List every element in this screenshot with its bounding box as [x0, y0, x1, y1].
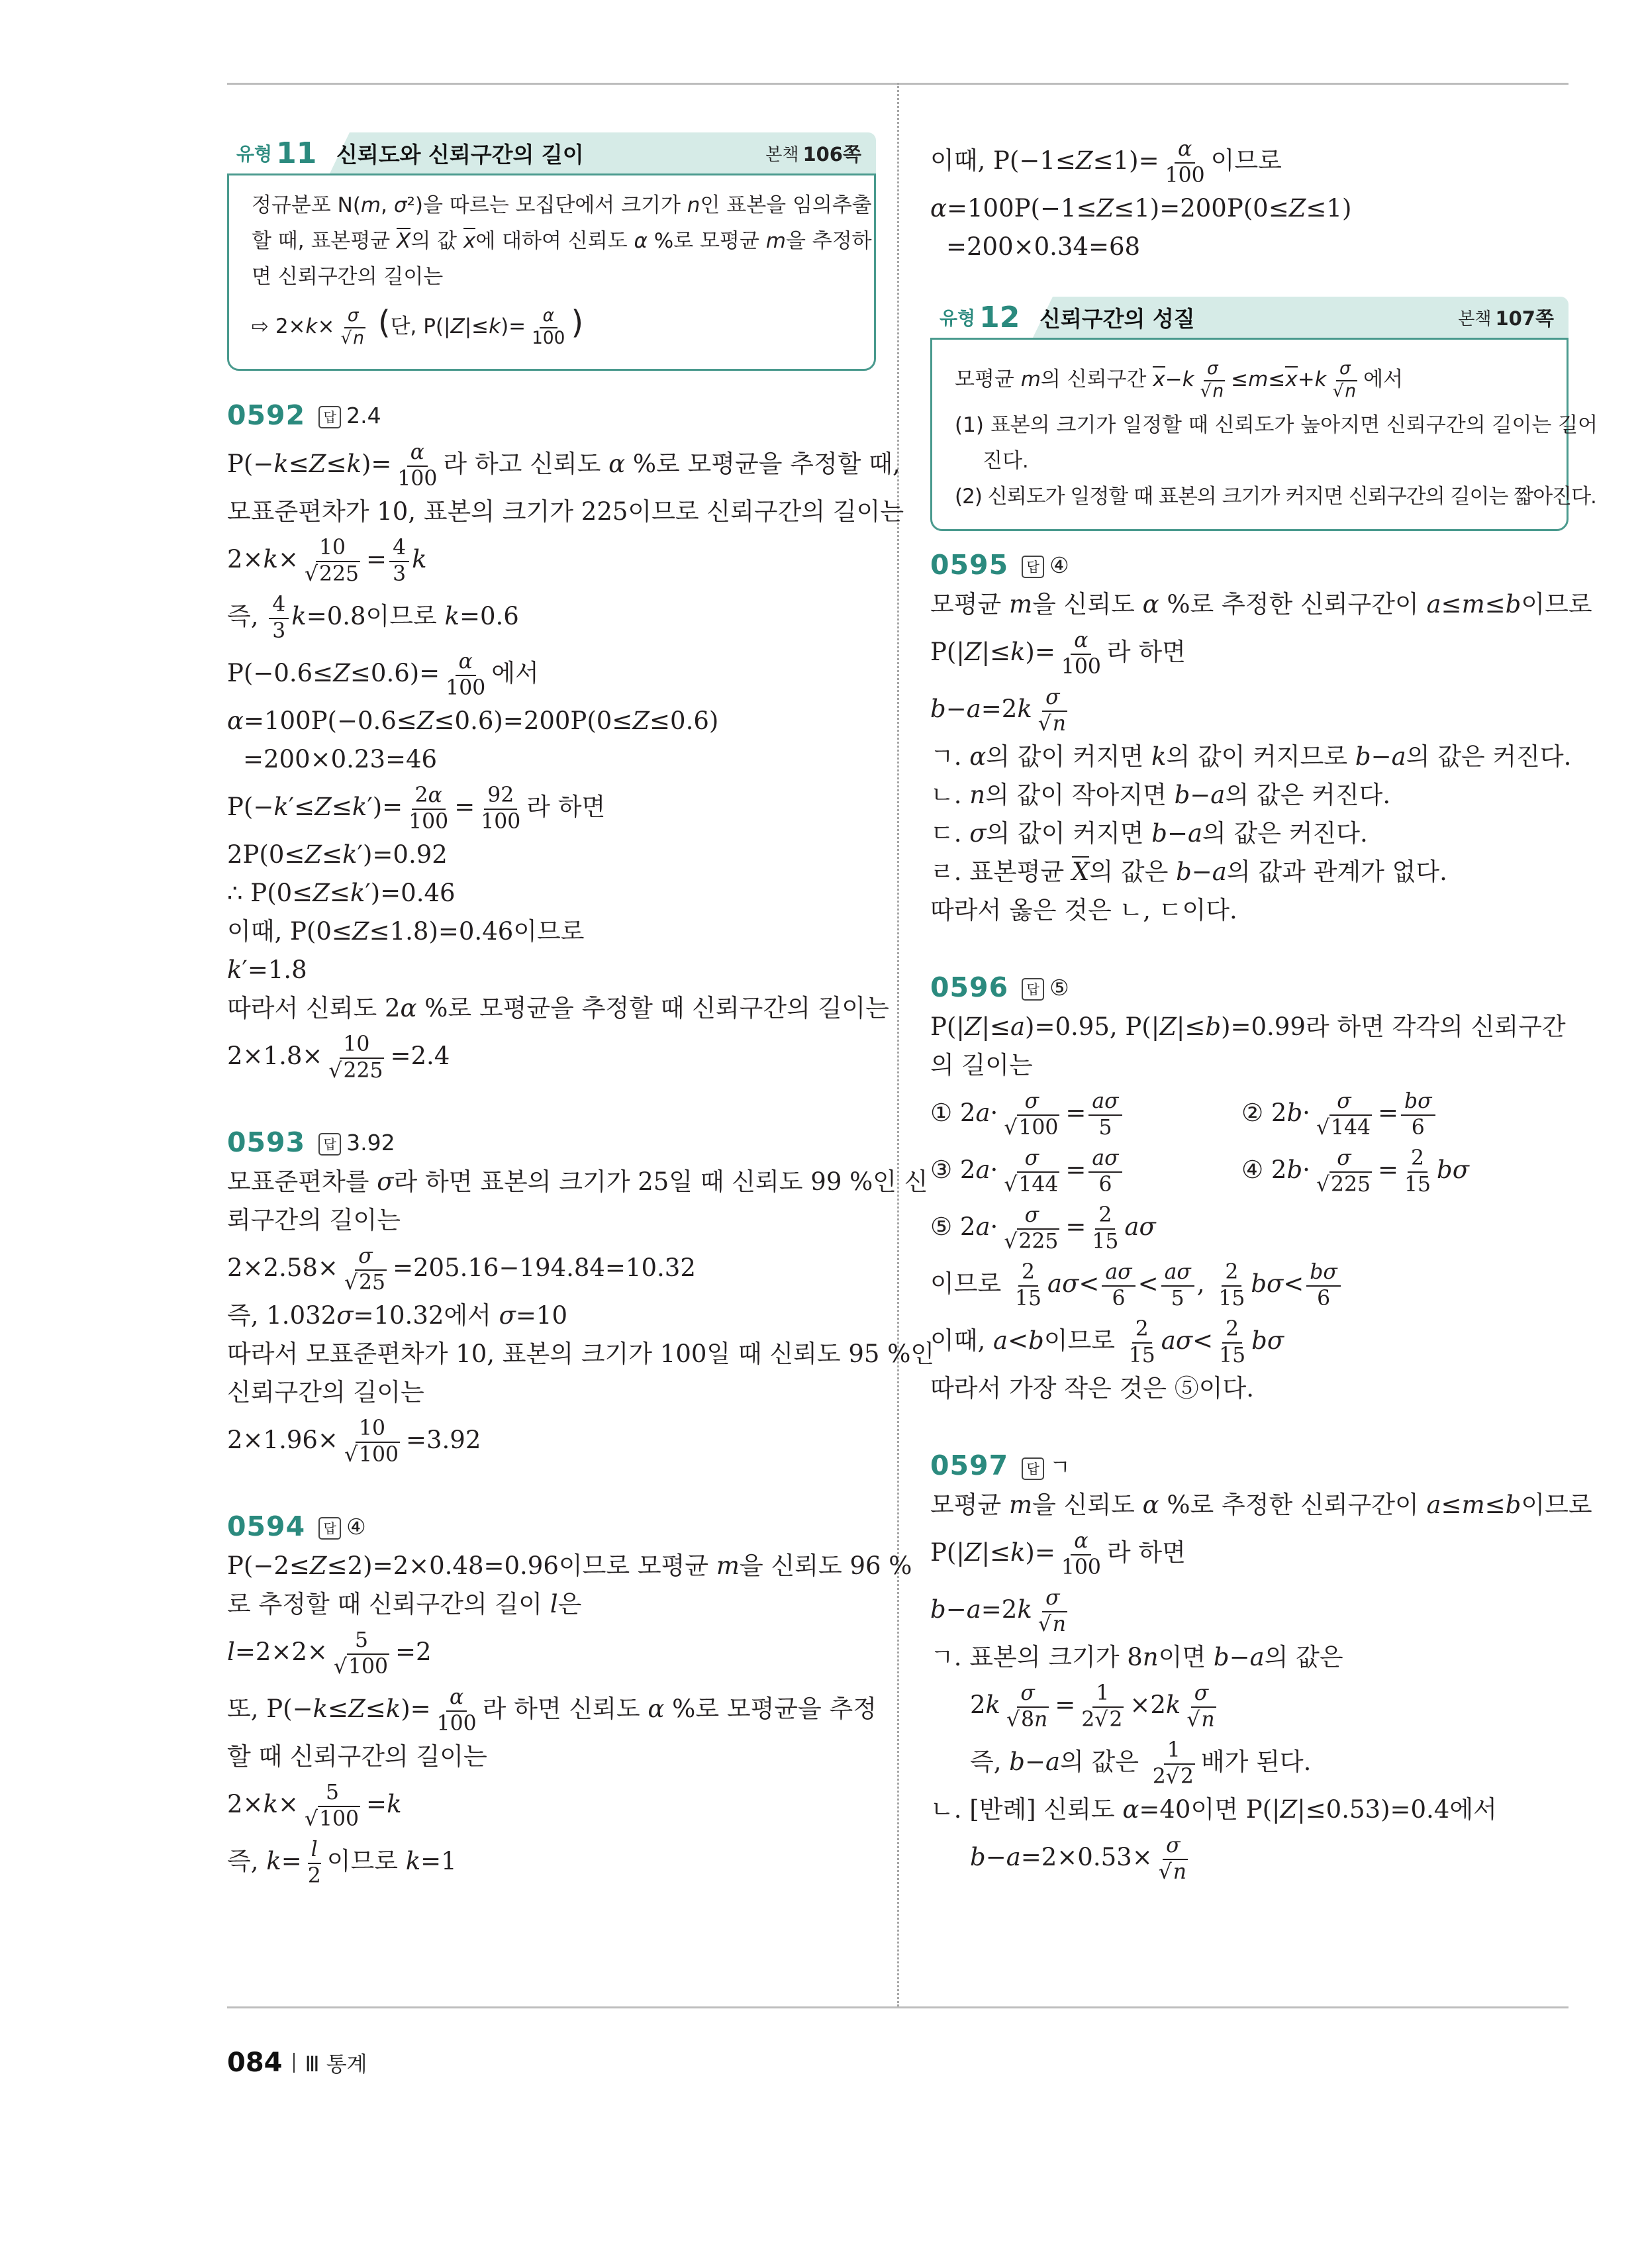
solution-line: 즉, $\frac{4}{3}$ k=0.8이므로 k=0.6: [227, 593, 519, 643]
solution-line: 또, P(−k≤Z≤k)= $\frac{\alpha}{100}$ 라 하면 신뢰도 α %로 모평균을 추정: [227, 1685, 877, 1736]
answer: [318, 1514, 366, 1540]
type-page-ref: [765, 132, 861, 173]
type-number: 12: [979, 300, 1020, 334]
chapter-label: Ⅲ 통계: [305, 2051, 367, 2077]
problem-0596-header: [930, 967, 1569, 1008]
solution-line: 2×k× $\frac{5}{√100}$ =k: [227, 1781, 402, 1831]
solution-line: 2k $\frac{\sigma}{√8n}$ = $\frac{1}{2√2}$ ×2k $\frac{\sigma}{√n}$: [970, 1681, 1215, 1732]
problem-0593-header: [227, 1122, 876, 1163]
box-line: 모평균 m의 신뢰구간 x−k $\frac{\sigma}{√n}$ ≤m≤x+k $\frac{\sigma}{√n}$ 에서: [955, 358, 1404, 401]
solution-line: k′=1.8: [227, 956, 307, 984]
solution-line: P(|Z|≤k)= $\frac{\alpha}{100}$ 라 하면: [930, 628, 1186, 679]
solution-line: ∴ P(0≤Z≤k′)=0.46: [227, 879, 456, 907]
right-column: [930, 132, 1598, 1886]
problem-number: 0596: [930, 971, 1009, 1003]
page-ref-number: 107쪽: [1495, 307, 1554, 330]
choice-1: ① 2a· $\frac{\sigma}{√100}$ = $\frac{a\sigma}{5}$: [930, 1085, 1241, 1142]
solution-line: ㄴ. [반례] 신뢰도 α=40이면 P(|Z|≤0.53)=0.4에서: [930, 1795, 1497, 1824]
solution-line: ㄱ. α의 값이 커지면 k의 값이 커지므로 b−a의 값은 커진다.: [930, 742, 1572, 771]
answer-value: ㄱ: [1049, 1454, 1071, 1480]
solution-line: b−a=2k $\frac{\sigma}{√n}$: [930, 685, 1067, 736]
solution-line: α=100P(−0.6≤Z≤0.6)=200P(0≤Z≤0.6): [227, 707, 719, 735]
box-line: 정규분포 N(m, σ²)을 따르는 모집단에서 크기가 n인 표본을 임의추출: [252, 193, 872, 217]
problem-number: 0597: [930, 1450, 1009, 1481]
type-label: [930, 297, 1033, 338]
solution-line: 즉, b−a의 값은 $\frac{1}{2√2}$ 배가 된다.: [970, 1738, 1312, 1789]
answer-value: ④: [346, 1513, 366, 1540]
page-ref-prefix: 본책: [765, 144, 799, 165]
solution-line: =200×0.23=46: [243, 745, 438, 773]
bottom-rule: [227, 2006, 1569, 2008]
solution-line: ㄴ. n의 값이 작아지면 b−a의 값은 커진다.: [930, 781, 1391, 809]
solution-line: P(−2≤Z≤2)=2×0.48=0.96이므로 모평균 m을 신뢰도 96 %: [227, 1552, 912, 1580]
page-ref-number: 106쪽: [802, 142, 861, 166]
answer-value: ⑤: [1049, 974, 1069, 1001]
answer: [1022, 1450, 1071, 1481]
solution-line: α=100P(−1≤Z≤1)=200P(0≤Z≤1): [930, 194, 1352, 222]
solution-line: 따라서 옳은 것은 ㄴ, ㄷ이다.: [930, 896, 1237, 924]
solution-line: 2×2.58× $\frac{\sigma}{√25}$ =205.16−194.84=10.32: [227, 1244, 696, 1295]
answer-value: ④: [1049, 552, 1069, 578]
type-word: 유형: [940, 307, 976, 329]
solution-line: P(|Z|≤k)= $\frac{\alpha}{100}$ 라 하면: [930, 1529, 1186, 1579]
box-line: 할 때, 표본평균 X의 값 x에 대하여 신뢰도 α %로 모평균 m을 추정하: [252, 229, 872, 253]
solution-line: P(−k≤Z≤k)= $\frac{\alpha}{100}$ 라 하고 신뢰도 α %로 모평균을 추정할 때,: [227, 440, 900, 491]
page-ref-prefix: 본책: [1458, 309, 1492, 329]
answer: [1022, 552, 1069, 578]
solution-line: 2×k× $\frac{10}{√225}$ = $\frac{4}{3}$ k: [227, 536, 427, 586]
choice-3: ③ 2a· $\frac{\sigma}{√144}$ = $\frac{a\sigma}{6}$: [930, 1142, 1241, 1199]
choice-row: [930, 1142, 1569, 1199]
solution-line: 2×1.96× $\frac{10}{√100}$ =3.92: [227, 1416, 481, 1467]
solution-line: ㄱ. 표본의 크기가 8n이면 b−a의 값은: [930, 1643, 1343, 1671]
problem-0595-header: [930, 544, 1569, 585]
choice-5: ⑤ 2a· $\frac{\sigma}{√225}$ = $\frac{2}{15}$ aσ: [930, 1203, 1156, 1254]
solution-line: 따라서 신뢰도 2α %로 모평균을 추정할 때 신뢰구간의 길이는: [227, 994, 889, 1022]
type-12-header: [930, 297, 1569, 338]
footer-separator: [293, 2053, 295, 2073]
solution-line: 의 길이는: [930, 1051, 1033, 1079]
page-footer: [227, 2047, 367, 2078]
solution-line: ㄷ. σ의 값이 커지면 b−a의 값은 커진다.: [930, 819, 1368, 848]
solution-line: 즉, 1.032σ=10.32에서 σ=10: [227, 1301, 567, 1330]
problem-0597-header: [930, 1445, 1569, 1486]
solution-line: P(−0.6≤Z≤0.6)= $\frac{\alpha}{100}$ 에서: [227, 650, 539, 700]
solution-line: 즉, k= $\frac{l}{2}$ 이므로 k=1: [227, 1838, 457, 1888]
solution-line: 이때, P(−1≤Z≤1)= $\frac{\alpha}{100}$ 이므로: [930, 137, 1282, 187]
solution-line: b−a=2k $\frac{\sigma}{√n}$: [930, 1586, 1067, 1636]
answer-value: 3.92: [346, 1129, 395, 1156]
type-title: 신뢰구간의 성질: [1039, 305, 1195, 332]
solution-line: b−a=2×0.53× $\frac{\sigma}{√n}$: [970, 1834, 1186, 1884]
solution-line: 모평균 m을 신뢰도 α %로 추정한 신뢰구간이 a≤m≤b이므로: [930, 1491, 1592, 1519]
box-line: (2) 신뢰도가 일정할 때 표본의 크기가 커지면 신뢰구간의 길이는 짧아진다.: [955, 485, 1596, 509]
solution-line: 신뢰구간의 길이는: [227, 1378, 424, 1406]
answer-value: 2.4: [346, 402, 381, 428]
solution-line: l=2×2× $\frac{5}{√100}$ =2: [227, 1628, 432, 1679]
solution-line: 2P(0≤Z≤k′)=0.92: [227, 840, 448, 869]
problem-number: 0593: [227, 1126, 306, 1158]
solution-line: =200×0.34=68: [946, 232, 1141, 261]
problem-number: 0594: [227, 1510, 306, 1542]
choice-4: ④ 2b· $\frac{\sigma}{√225}$ = $\frac{2}{15}$ bσ: [1241, 1146, 1469, 1197]
type-word: 유형: [236, 143, 273, 165]
type-number: 11: [276, 136, 317, 170]
type-11-summary-box: [227, 173, 876, 371]
answer: [318, 403, 381, 428]
box-line: 진다.: [983, 449, 1029, 473]
problem-0594-header: [227, 1506, 876, 1547]
type-page-ref: [1458, 297, 1554, 338]
solution-line: 모표준편차가 10, 표본의 크기가 225이므로 신뢰구간의 길이는: [227, 497, 904, 526]
answer-icon: 답: [318, 1517, 341, 1540]
solution-line: 모표준편차를 σ라 하면 표본의 크기가 25일 때 신뢰도 99 %인 신: [227, 1167, 928, 1196]
answer-icon: 답: [1022, 1457, 1044, 1480]
answer-icon: 답: [318, 1133, 341, 1156]
solution-line: 로 추정할 때 신뢰구간의 길이 l은: [227, 1590, 582, 1618]
answer-icon: 답: [1022, 978, 1044, 1001]
problem-0592-header: [227, 395, 876, 436]
problem-number: 0592: [227, 399, 306, 431]
box-line: ⇨ 2×k× $\frac{\sigma}{√n}$ (단, P(|Z|≤k)= $\frac{\alpha}{100}$ ): [252, 304, 584, 348]
box-line: 면 신뢰구간의 길이는: [252, 265, 444, 289]
solution-line: 모평균 m을 신뢰도 α %로 추정한 신뢰구간이 a≤m≤b이므로: [930, 590, 1592, 618]
solution-line: 할 때 신뢰구간의 길이는: [227, 1742, 487, 1771]
solution-line: P(−k′≤Z≤k′)= $\frac{2\alpha}{100}$ = $\frac{92}{100}$ 라 하면: [227, 783, 606, 834]
problem-number: 0595: [930, 549, 1009, 581]
solution-line: 뢰구간의 길이는: [227, 1206, 401, 1234]
solution-line: ㄹ. 표본평균 X의 값은 b−a의 값과 관계가 없다.: [930, 858, 1447, 886]
type-12-summary-box: [930, 338, 1598, 531]
choice-row: [930, 1085, 1569, 1142]
solution-line: 2×1.8× $\frac{10}{√225}$ =2.4: [227, 1032, 450, 1083]
answer: [1022, 975, 1069, 1001]
answer-icon: 답: [318, 406, 341, 428]
solution-line: 이때, a<b이므로 $\frac{2}{15}$ aσ< $\frac{2}{15}$ bσ: [930, 1317, 1284, 1367]
solution-line: 따라서 가장 작은 것은 ⑤이다.: [930, 1374, 1254, 1403]
type-11-header: [227, 132, 876, 173]
choice-2: ② 2b· $\frac{\sigma}{√144}$ = $\frac{b\sigma}{6}$: [1241, 1085, 1553, 1142]
solution-line: P(|Z|≤a)=0.95, P(|Z|≤b)=0.99라 하면 각각의 신뢰구간: [930, 1012, 1566, 1041]
answer: [318, 1130, 395, 1156]
solution-line: 이때, P(0≤Z≤1.8)=0.46이므로: [227, 917, 585, 946]
column-divider: [897, 83, 899, 2006]
solution-line: 이므로 $\frac{2}{15}$ aσ< $\frac{a\sigma}{6}$ < $\frac{a\sigma}{5}$ , $\frac{2}{15}$ bσ< $\frac{b\sigma}{6}$: [930, 1256, 1569, 1312]
solution-line: 따라서 모표준편차가 10, 표본의 크기가 100일 때 신뢰도 95 %인: [227, 1340, 935, 1368]
type-title: 신뢰도와 신뢰구간의 길이: [336, 141, 584, 168]
type-label: [227, 132, 330, 173]
box-line: (1) 표본의 크기가 일정할 때 신뢰도가 높아지면 신뢰구간의 길이는 길어: [955, 413, 1598, 437]
page-number: 084: [227, 2047, 283, 2078]
left-column: [227, 132, 935, 1890]
answer-icon: 답: [1022, 556, 1044, 578]
